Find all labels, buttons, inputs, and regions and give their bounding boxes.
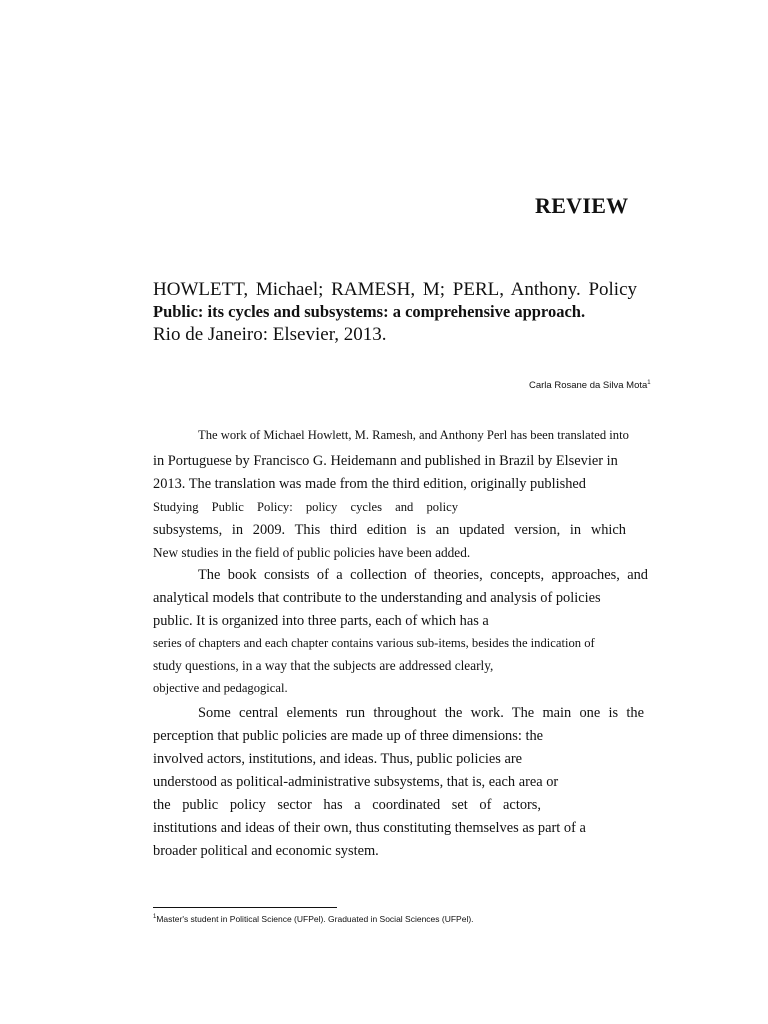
body-line: New studies in the field of public policies have been added. <box>153 545 471 560</box>
author-name: Carla Rosane da Silva Mota <box>529 380 648 392</box>
body-line: institutions and ideas of their own, thus constituting themselves as part of a <box>153 820 586 836</box>
body-line: perception that public policies are made up of three dimensions: the <box>153 728 544 744</box>
body-line: study questions, in a way that the subjects are addressed clearly, <box>153 658 494 673</box>
bibliographic-citation <box>153 279 643 347</box>
body-line <box>153 797 541 814</box>
body-line-text: subsystems, in 2009. This third edition is an updated version, in which <box>153 522 626 538</box>
body-line <box>198 705 644 722</box>
body-line: objective and pedagogical. <box>153 681 288 695</box>
author-credit <box>529 380 651 391</box>
footnote-divider <box>153 907 337 908</box>
citation-publisher-line: Rio de Janeiro: Elsevier, 2013. <box>153 324 387 345</box>
body-line <box>198 567 648 584</box>
footnote <box>153 914 474 924</box>
citation-title-line: Public: its cycles and subsystems: a comprehensive approach. <box>153 302 586 321</box>
body-line: public. It is organized into three parts, each of which has a <box>153 613 489 629</box>
body-line: understood as political-administrative subsystems, that is, each area or <box>153 774 559 790</box>
footnote-text: Master's student in Political Science (UFPel). Graduated in Social Sciences (UFPel). <box>156 914 474 924</box>
footnote-mark: 1 <box>153 914 157 921</box>
body-line: 2013. The translation was made from the third edition, originally published <box>153 476 586 492</box>
body-line-text: the public policy sector has a coordinated set of actors, <box>153 797 541 813</box>
citation-authors-line: HOWLETT, Michael; RAMESH, M; PERL, Anthony. Policy <box>153 279 638 300</box>
body-line: series of chapters and each chapter contains various sub-items, besides the indication of <box>153 636 595 650</box>
body-line-text: Some central elements run throughout the work. The main one is the <box>198 705 644 721</box>
body-line-text: Studying Public Policy: policy cycles and policy <box>153 500 458 514</box>
page-title: REVIEW <box>535 193 629 218</box>
body-line: analytical models that contribute to the understanding and analysis of policies <box>153 590 601 606</box>
author-footnote-mark: 1 <box>647 380 651 386</box>
body-line: in Portuguese by Francisco G. Heidemann and published in Brazil by Elsevier in <box>153 453 618 469</box>
body-line: involved actors, institutions, and ideas. Thus, public policies are <box>153 751 523 767</box>
body-line: broader political and economic system. <box>153 843 379 859</box>
body-line <box>153 522 626 539</box>
body-line: The work of Michael Howlett, M. Ramesh, and Anthony Perl has been translated into <box>198 428 629 442</box>
body-line-text: The book consists of a collection of theories, concepts, approaches, and <box>198 567 648 583</box>
body-line <box>153 500 458 515</box>
